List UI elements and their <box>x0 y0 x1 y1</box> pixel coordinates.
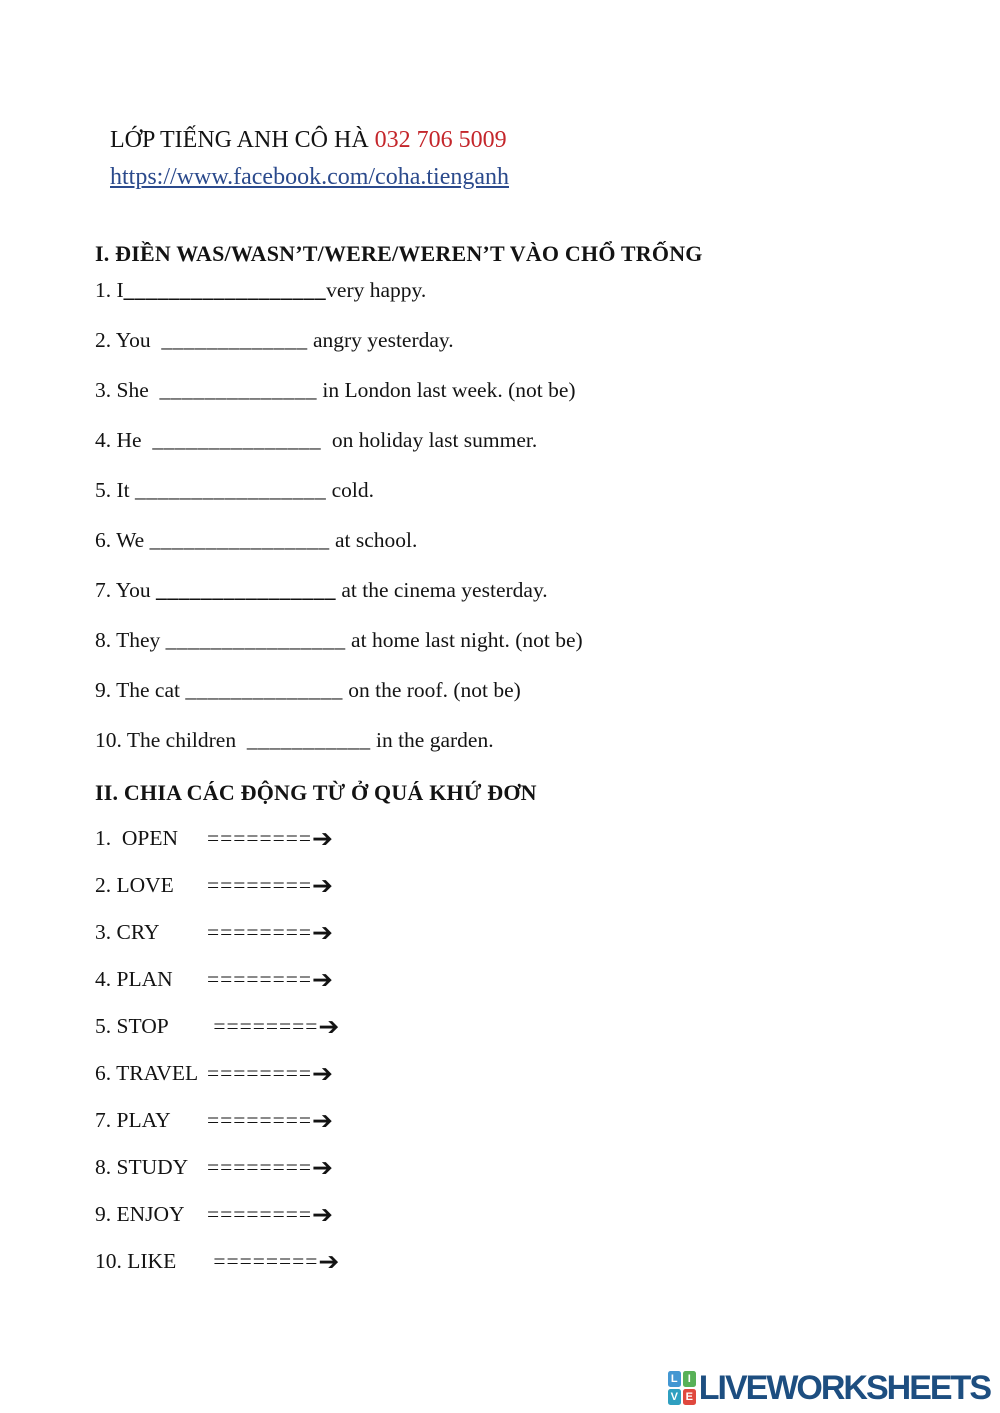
arrow-icon: ➔ <box>312 1106 333 1135</box>
verb-item-6 <box>95 1050 339 1097</box>
verb-item-1 <box>95 815 339 862</box>
item-text: 2. You <box>95 328 162 352</box>
equals-line: ======== <box>207 1249 319 1273</box>
arrow-icon: ➔ <box>318 1012 340 1041</box>
verb-item-7 <box>95 1097 339 1144</box>
item-text: 8. They <box>95 628 166 652</box>
equals-line: ======== <box>207 1155 313 1179</box>
equals-line: ======== <box>207 1061 313 1085</box>
item-text: in London last week. (not be) <box>317 378 576 402</box>
fill-item-5 <box>95 465 583 515</box>
item-text: on holiday last summer. <box>321 428 538 452</box>
answer-blank[interactable]: ________________ <box>165 628 346 652</box>
item-text: at school. <box>329 528 418 552</box>
verb-item-3 <box>95 909 339 956</box>
verb-item-10 <box>95 1238 339 1285</box>
verb-item-5 <box>95 1003 339 1050</box>
fill-item-2 <box>95 315 583 365</box>
fill-item-1 <box>95 265 583 315</box>
answer-blank[interactable]: ________________ <box>155 578 336 602</box>
header <box>110 122 509 196</box>
item-text: 1. I <box>95 278 124 302</box>
logo-square-e: E <box>683 1389 696 1405</box>
item-text: 10. The children <box>95 728 247 752</box>
item-text: 3. She <box>95 378 160 402</box>
arrow-icon: ➔ <box>312 965 333 994</box>
fill-item-8 <box>95 615 583 665</box>
equals-line: ======== <box>207 873 313 897</box>
equals-line: ======== <box>207 920 313 944</box>
answer-blank[interactable]: _______________ <box>152 428 322 452</box>
arrow-icon: ➔ <box>312 1200 333 1229</box>
fill-item-3 <box>95 365 583 415</box>
item-text: 5. It <box>95 478 136 502</box>
section1-heading: I. ĐIỀN WAS/WASN’T/WERE/WEREN’T VÀO CHỔ TRỐNG <box>95 241 703 266</box>
answer-blank[interactable]: ______________ <box>185 678 343 702</box>
facebook-link[interactable]: https://www.facebook.com/coha.tienganh <box>110 164 509 190</box>
verb-item-8 <box>95 1144 339 1191</box>
item-text: 4. He <box>95 428 153 452</box>
fill-item-9 <box>95 665 583 715</box>
verb-item-4 <box>95 956 339 1003</box>
item-text: angry yesterday. <box>307 328 454 352</box>
verb-item-9 <box>95 1191 339 1238</box>
item-text: on the roof. (not be) <box>342 678 521 702</box>
arrow-icon: ➔ <box>312 918 333 947</box>
verb-label: 10. LIKE <box>95 1249 177 1273</box>
answer-blank[interactable]: _____________ <box>161 328 308 352</box>
section2-items <box>95 815 339 1285</box>
logo-wordmark: LIVEWORKSHEETS <box>698 1369 990 1407</box>
item-text: at the cinema yesterday. <box>335 578 548 602</box>
verb-label: 5. STOP <box>95 1014 169 1038</box>
item-text: in the garden. <box>370 728 494 752</box>
equals-line: ======== <box>207 967 313 991</box>
equals-line: ======== <box>207 1202 313 1226</box>
logo-grid-icon <box>668 1371 696 1405</box>
verb-item-2 <box>95 862 339 909</box>
section2-heading: II. CHIA CÁC ĐỘNG TỪ Ở QUÁ KHỨ ĐƠN <box>95 780 537 805</box>
verb-label: 2. LOVE <box>95 873 174 897</box>
fill-item-6 <box>95 515 583 565</box>
item-text: cold. <box>326 478 375 502</box>
answer-blank[interactable]: ___________ <box>246 728 371 752</box>
fill-item-10 <box>95 715 583 765</box>
arrow-icon: ➔ <box>312 1153 333 1182</box>
answer-blank[interactable]: __________________ <box>123 278 327 302</box>
arrow-icon: ➔ <box>312 1059 333 1088</box>
answer-blank[interactable]: ______________ <box>159 378 317 402</box>
verb-label: 8. STUDY <box>95 1155 189 1179</box>
liveworksheets-logo[interactable] <box>668 1369 990 1408</box>
item-text: 7. You <box>95 578 156 602</box>
logo-square-i: I <box>683 1371 696 1387</box>
arrow-icon: ➔ <box>312 824 333 853</box>
verb-label: 4. PLAN <box>95 967 173 991</box>
verb-label: 3. CRY <box>95 920 160 944</box>
arrow-icon: ➔ <box>318 1247 340 1276</box>
answer-blank[interactable]: _________________ <box>135 478 327 502</box>
verb-label: 1. OPEN <box>95 826 179 850</box>
fill-item-4 <box>95 415 583 465</box>
header-title-line <box>110 122 509 159</box>
verb-label: 7. PLAY <box>95 1108 171 1132</box>
equals-line: ======== <box>207 826 313 850</box>
verb-label: 6. TRAVEL <box>95 1061 199 1085</box>
verb-label: 9. ENJOY <box>95 1202 185 1226</box>
phone-number: 032 706 5009 <box>374 127 507 153</box>
logo-square-l: L <box>668 1371 681 1387</box>
logo-square-v: V <box>668 1389 681 1405</box>
item-text: at home last night. (not be) <box>345 628 583 652</box>
item-text: very happy. <box>326 278 427 302</box>
fill-item-7 <box>95 565 583 615</box>
answer-blank[interactable]: ________________ <box>149 528 330 552</box>
arrow-icon: ➔ <box>312 871 333 900</box>
item-text: 9. The cat <box>95 678 186 702</box>
section1-items <box>95 265 583 765</box>
equals-line: ======== <box>207 1014 319 1038</box>
item-text: 6. We <box>95 528 150 552</box>
class-title: LỚP TIẾNG ANH CÔ HÀ <box>110 127 375 153</box>
equals-line: ======== <box>207 1108 313 1132</box>
